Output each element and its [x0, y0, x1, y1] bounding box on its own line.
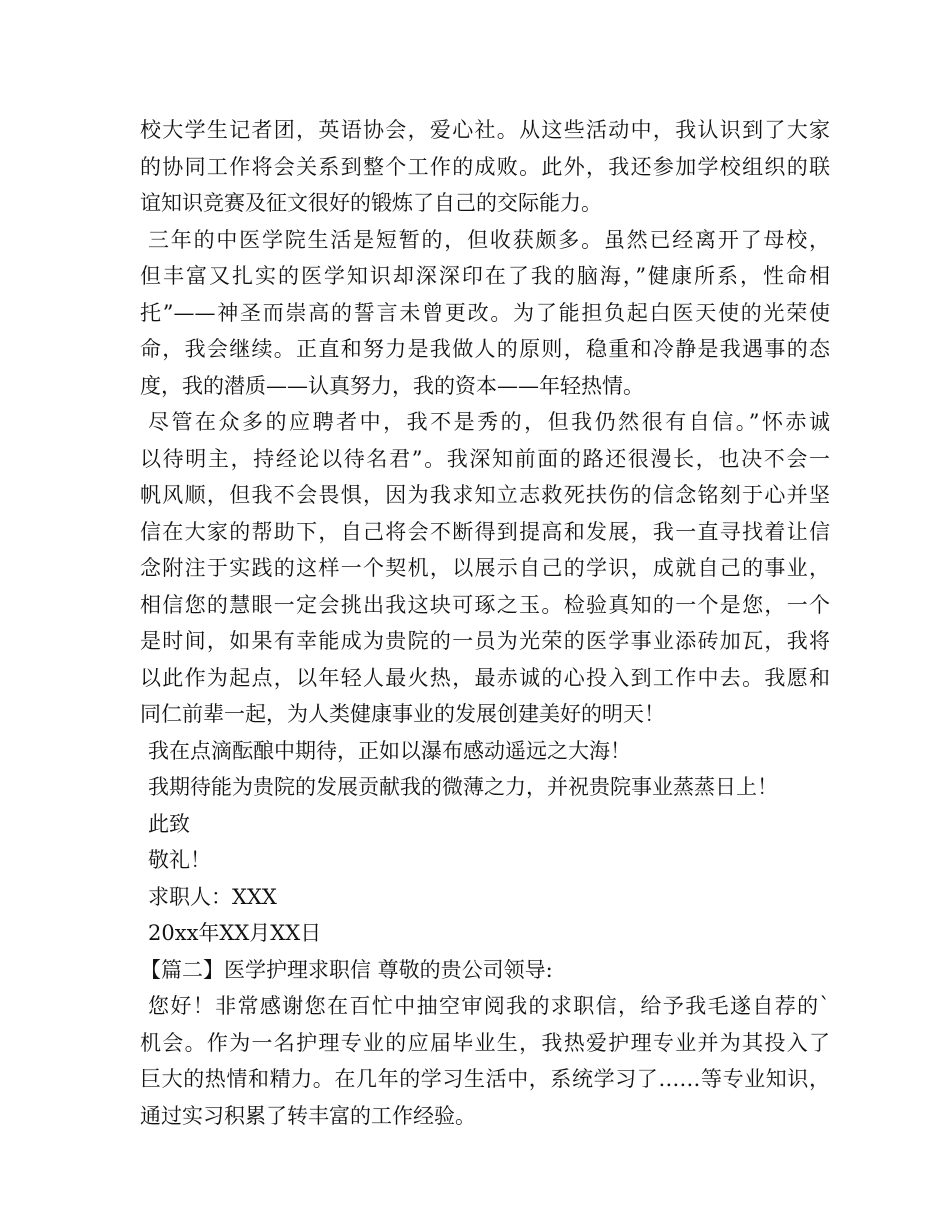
text-line: 度，我的潜质——认真努力，我的资本——年轻热情。	[140, 373, 644, 398]
text-line: 命，我会继续。正直和努力是我做人的原则，稳重和冷静是我遇事的态	[140, 337, 830, 361]
paragraph-confidence	[140, 404, 830, 733]
text-line: 同仁前辈一起，为人类健康事业的发展创建美好的明天！	[140, 702, 665, 726]
text-line: 但丰富又扎实的医学知识却深深印在了我的脑海，”健康所系，性命相	[140, 264, 830, 288]
text-line: 相信您的慧眼一定会挑出我这块可琢之玉。检验真知的一个是您，一个	[140, 592, 830, 617]
text-line: 校大学生记者团，英语协会，爱心社。从这些活动中，我认识到了大家	[140, 118, 830, 142]
text-line: 三年的中医学院生活是短暂的，但收获颇多。虽然已经离开了母校，	[148, 227, 830, 252]
text-line: 念附注于实践的这样一个契机，以展示自己的学识，成就自己的事业，	[140, 556, 830, 580]
salutation-cizhi: 此致	[148, 811, 190, 836]
text-line: 以待明主，持经论以待名君”。我深知前面的路还很漫长，也决不会一	[140, 446, 830, 471]
text-line: 托”——神圣而崇高的誓言未曾更改。为了能担负起白医天使的光荣使	[140, 300, 830, 325]
text-line: 巨大的热情和精力。在几年的学习生活中，系统学习了……等专业知识，	[140, 1067, 830, 1091]
text-line: 机会。作为一名护理专业的应届毕业生，我热爱护理专业并为其投入了	[140, 1030, 830, 1055]
text-line: 尽管在众多的应聘者中，我不是秀的，但我仍然很有自信。”怀赤诚	[148, 410, 830, 434]
text-line: 帆风顺，但我不会畏惧，因为我求知立志救死扶伤的信念铭刻于心并坚	[140, 483, 830, 507]
text-line: 以此作为起点，以年轻人最火热，最赤诚的心投入到工作中去。我愿和	[140, 665, 830, 690]
text-line: 的协同工作将会关系到整个工作的成败。此外，我还参加学校组织的联	[140, 154, 830, 179]
applicant-signature: 求职人：XXX	[148, 884, 277, 909]
closing-wait-line: 我在点滴酝酿中期待，正如以瀑布感动遥远之大海！	[148, 738, 631, 763]
text-line: 通过实习积累了转丰富的工作经验。	[140, 1103, 476, 1128]
salutation-jingli: 敬礼！	[148, 848, 211, 872]
paragraph-activities	[140, 112, 830, 222]
paragraph-nursing-letter	[140, 988, 830, 1134]
text-line: 信在大家的帮助下，自己将会不断得到提高和发展，我一直寻找着让信	[140, 519, 830, 544]
letter-body	[140, 112, 830, 1134]
closing-hope-line: 我期待能为贵院的发展贡献我的微薄之力，并祝贵院事业蒸蒸日上！	[148, 775, 778, 799]
section-heading: 【篇二】医学护理求职信 尊敬的贵公司领导:	[140, 957, 553, 982]
letter-date: 20xx年XX月XX日	[148, 921, 322, 945]
text-line: 是时间，如果有幸能成为贵院的一员为光荣的医学事业添砖加瓦，我将	[140, 629, 830, 653]
text-line: 您好！非常感谢您在百忙中抽空审阅我的求职信，给予我毛遂自荐的`	[148, 994, 830, 1018]
text-line: 谊知识竞赛及征文很好的锻炼了自己的交际能力。	[140, 191, 602, 215]
paragraph-college-life	[140, 222, 830, 405]
